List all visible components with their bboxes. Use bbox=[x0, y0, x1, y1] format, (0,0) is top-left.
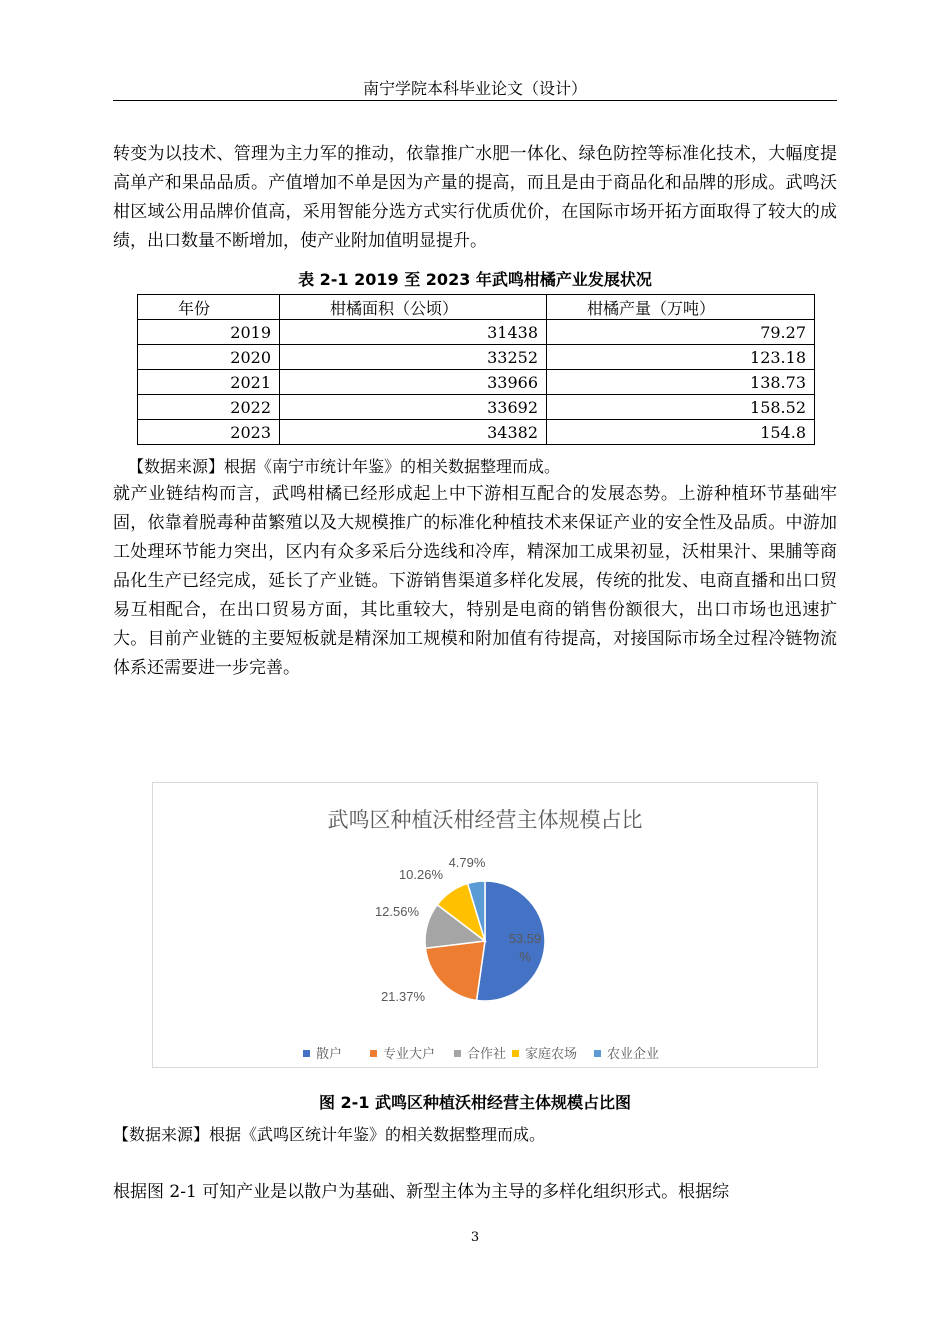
cell-year: 2021 bbox=[138, 370, 280, 395]
data-label-2: 21.37% bbox=[380, 989, 426, 1004]
page-header: 南宁学院本科毕业论文（设计） bbox=[362, 79, 587, 98]
cell-year: 2023 bbox=[138, 420, 280, 445]
pie-chart-frame bbox=[152, 782, 818, 1068]
header-rule bbox=[113, 100, 837, 101]
legend-swatch-4 bbox=[512, 1050, 519, 1057]
header-area: 柑橘面积（公顷） bbox=[280, 295, 547, 320]
legend-swatch-5 bbox=[594, 1050, 601, 1057]
legend-swatch-1 bbox=[303, 1050, 310, 1057]
page-number: 3 bbox=[470, 1230, 480, 1245]
figure-source: 【数据来源】根据《武鸣区统计年鉴》的相关数据整理而成。 bbox=[113, 1125, 546, 1144]
legend-label-3: 合作社 bbox=[467, 1047, 507, 1062]
paragraph-3: 根据图 2-1 可知产业是以散户为基础、新型主体为主导的多样化组织形式。根据综 bbox=[113, 1182, 730, 1202]
table-row bbox=[138, 420, 815, 445]
legend-label-5: 农业企业 bbox=[607, 1047, 660, 1062]
cell-output: 79.27 bbox=[547, 320, 815, 345]
data-label-1: 53.59 % bbox=[508, 931, 542, 964]
cell-area: 33966 bbox=[280, 370, 547, 395]
paragraph-1: 转变为以技术、管理为主力军的推动，依靠推广水肥一体化、绿色防控等标准化技术，大幅度提高单产和果品品质。产值增加不单是因为产量的提高，而且是由于商品化和品牌的形成。武鸣沃柑区域公用品牌价值高，采用智能分选方式实行优质优价，在国际市场开拓方面取得了较大的成绩，出口数量不断增加，使产业附加值明显提升。 bbox=[113, 144, 837, 251]
legend-swatch-3 bbox=[454, 1050, 461, 1057]
cell-year: 2022 bbox=[138, 395, 280, 420]
cell-year: 2019 bbox=[138, 320, 280, 345]
chart-title: 武鸣区种植沃柑经营主体规模占比 bbox=[327, 809, 643, 832]
data-label-4: 10.26% bbox=[398, 867, 444, 882]
paragraph-2: 就产业链结构而言，武鸣柑橘已经形成起上中下游相互配合的发展态势。上游种植环节基础牢固，依靠着脱毒种苗繁殖以及大规模推广的标准化种植技术来保证产业的安全性及品质。中游加工处理环节能力突出，区内有众多采后分选线和冷库，精深加工成果初显，沃柑果汁、果脯等商品化生产已经完成，延长了产业链。下游销售渠道多样化发展，传统的批发、电商直播和出口贸易互相配合，在出口贸易方面，其比重较大，特别是电商的销售份额很大，出口市场也迅速扩大。目前产业链的主要短板就是精深加工规模和附加值有待提高，对接国际市场全过程冷链物流体系还需要进一步完善。 bbox=[113, 484, 837, 678]
table-header-row bbox=[138, 295, 815, 320]
cell-output: 158.52 bbox=[547, 395, 815, 420]
cell-area: 34382 bbox=[280, 420, 547, 445]
cell-area: 33252 bbox=[280, 345, 547, 370]
cell-output: 123.18 bbox=[547, 345, 815, 370]
table-row bbox=[138, 345, 815, 370]
legend-swatch-2 bbox=[370, 1050, 377, 1057]
table-row bbox=[138, 395, 815, 420]
data-table bbox=[137, 294, 815, 445]
table-row bbox=[138, 320, 815, 345]
legend-label-1: 散户 bbox=[316, 1047, 343, 1062]
legend-label-4: 家庭农场 bbox=[525, 1047, 578, 1062]
header-year: 年份 bbox=[138, 295, 280, 320]
pie-chart bbox=[153, 783, 817, 1067]
figure-caption: 图 2-1 武鸣区种植沃柑经营主体规模占比图 bbox=[318, 1093, 632, 1112]
cell-output: 138.73 bbox=[547, 370, 815, 395]
pie-slice-2 bbox=[425, 941, 485, 1000]
legend-label-2: 专业大户 bbox=[383, 1047, 436, 1062]
cell-year: 2020 bbox=[138, 345, 280, 370]
table-row bbox=[138, 370, 815, 395]
header-output: 柑橘产量（万吨） bbox=[547, 295, 815, 320]
data-label-5: 4.79% bbox=[448, 855, 486, 870]
cell-area: 31438 bbox=[280, 320, 547, 345]
cell-area: 33692 bbox=[280, 395, 547, 420]
table-source: 【数据来源】根据《南宁市统计年鉴》的相关数据整理而成。 bbox=[128, 457, 561, 476]
table-caption: 表 2-1 2019 至 2023 年武鸣柑橘产业发展状况 bbox=[298, 270, 652, 289]
cell-output: 154.8 bbox=[547, 420, 815, 445]
data-label-3: 12.56% bbox=[374, 904, 420, 919]
